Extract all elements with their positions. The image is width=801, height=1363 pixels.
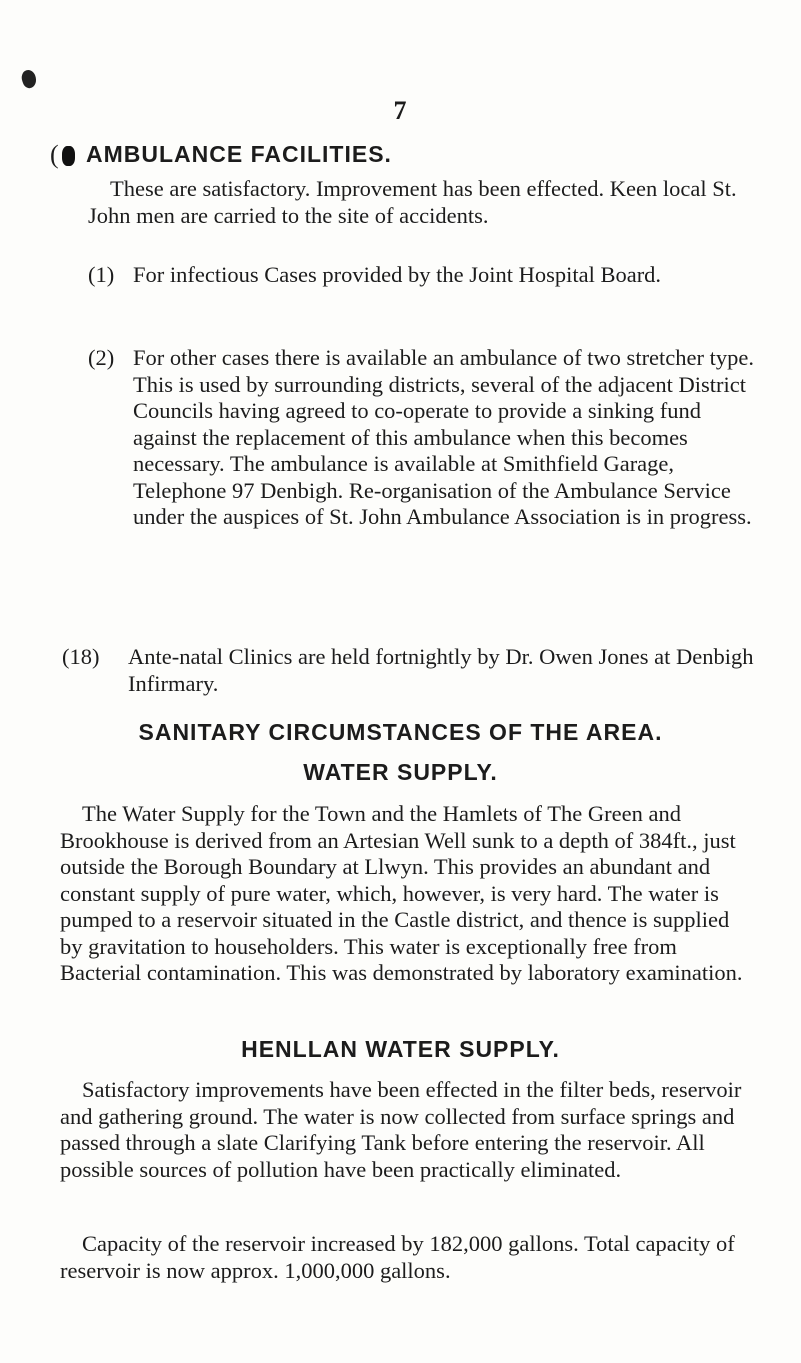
antenatal-number: (18) — [62, 644, 100, 669]
henllan-text-1: Satisfactory improvements have been effected in the filter beds, reservoir and gathering ground. The water is now collected from surface springs and passed through a slate Clarifying Tank before entering the reservoir. All possible sources of pollution have been practically eliminated. — [60, 1077, 742, 1182]
page-number: 7 — [393, 96, 407, 125]
henllan-heading: HENLLAN WATER SUPPLY. — [241, 1036, 560, 1062]
bracket: ( — [50, 140, 59, 169]
bullet-mark — [62, 146, 75, 166]
item1-text: For infectious Cases provided by the Joint Hospital Board. — [133, 262, 662, 287]
item2-number: (2) — [88, 345, 115, 370]
sanitary-heading: SANITARY CIRCUMSTANCES OF THE AREA. — [138, 719, 663, 745]
ambulance-intro: These are satisfactory. Improvement has been effected. Keen local St. John men are carried to the site of accidents. — [88, 176, 737, 228]
antenatal-text: Ante-natal Clinics are held fortnightly by Dr. Owen Jones at Denbigh Infirmary. — [128, 644, 754, 696]
item2-text: For other cases there is available an ambulance of two stretcher type. This is used by surrounding districts, several of the adjacent District Councils having agreed to co-operate to provide a sinking fund against the replacement of this ambulance when this becomes necessary. The ambulance is available at Smithfield Garage, Telephone 97 Denbigh. Re-organisation of the Ambulance Service under the auspices of St. John Ambulance Association is in progress. — [133, 345, 755, 529]
henllan-text-2: Capacity of the reservoir increased by 182,000 gallons. Total capacity of reservoir is now approx. 1,000,000 gallons. — [60, 1231, 735, 1283]
water-supply-heading: WATER SUPPLY. — [303, 759, 498, 785]
ambulance-heading: AMBULANCE FACILITIES. — [86, 141, 392, 167]
water-supply-text: The Water Supply for the Town and the Hamlets of The Green and Brookhouse is derived from an Artesian Well sunk to a depth of 384ft., just outside the Borough Boundary at Llwyn. This provides an abundant and constant supply of pure water, which, however, is very hard. The water is pumped to a reservoir situated in the Castle district, and thence is supplied by gravitation to householders. This water is exceptionally free from Bacterial contamination. This was demonstrated by laboratory examination. — [60, 801, 743, 985]
item1-number: (1) — [88, 262, 115, 287]
ink-blot — [19, 68, 38, 90]
